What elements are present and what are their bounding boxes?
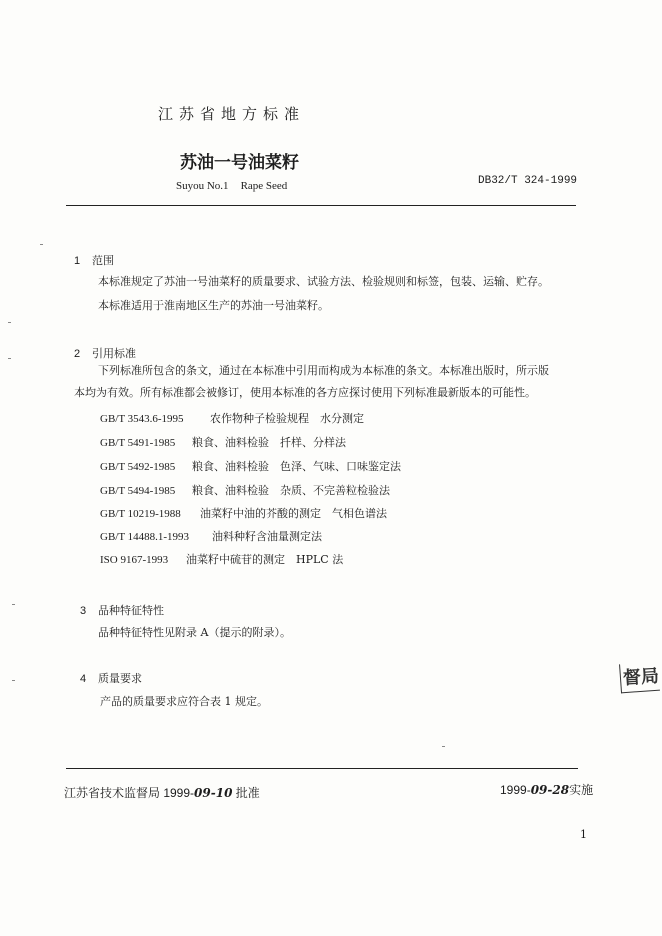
section-3-paragraph-1: 品种特征特性见附录 A（提示的附录）。 <box>98 626 291 639</box>
document-title-cn: 苏油一号油菜籽 <box>180 153 299 173</box>
section-3-heading <box>80 602 164 618</box>
section-1-paragraph-2: 本标准适用于淮南地区生产的苏油一号油菜籽。 <box>98 299 329 312</box>
header-rule <box>66 205 576 206</box>
section-2-paragraph-1: 下列标准所包含的条文，通过在本标准中引用而构成为本标准的条文。本标准出版时，所示版 <box>98 364 549 377</box>
reference-code: ISO 9167-1993 <box>100 554 169 566</box>
scan-speck <box>8 322 11 323</box>
partial-stamp: 督局 <box>619 662 660 694</box>
section-number: 2 <box>74 348 81 360</box>
approval-prefix: 江苏省技术监督局 1999- <box>64 786 195 800</box>
implementation-prefix: 1999- <box>500 783 531 797</box>
section-4-paragraph-1: 产品的质量要求应符合表 1 规定。 <box>100 695 268 708</box>
reference-row <box>100 434 346 450</box>
approval-suffix: 批准 <box>232 786 260 800</box>
title-en-crop: Rape Seed <box>240 180 288 192</box>
implementation-day: 28 <box>552 783 570 797</box>
reference-row <box>100 410 364 426</box>
approval-line <box>64 784 260 801</box>
document-title-en <box>176 180 287 192</box>
section-title: 质量要求 <box>98 672 142 685</box>
issuer-heading: 江苏省地方标准 <box>158 105 306 123</box>
approval-separator: - <box>210 786 216 800</box>
implementation-separator: - <box>547 783 553 797</box>
section-number: 4 <box>80 673 87 685</box>
section-1-heading <box>74 252 114 268</box>
reference-code: GB/T 5492-1985 <box>100 461 176 473</box>
reference-row <box>100 528 322 544</box>
reference-title: 粮食、油料检验 杂质、不完善粒检验法 <box>192 484 390 497</box>
scan-speck <box>12 680 15 681</box>
reference-title: 油菜籽中硫苷的测定 HPLC 法 <box>186 553 344 566</box>
reference-row <box>100 458 401 474</box>
page-number: 1 <box>580 828 587 841</box>
title-en-variety: Suyou No.1 <box>176 180 229 192</box>
reference-code: GB/T 3543.6-1995 <box>100 413 184 425</box>
section-number: 1 <box>74 255 81 267</box>
section-2-paragraph-2: 本均为有效。所有标准都会被修订，使用本标准的各方应探讨使用下列标准最新版本的可能性。 <box>74 386 536 399</box>
section-title: 引用标准 <box>92 347 136 360</box>
section-title: 范围 <box>92 254 114 267</box>
reference-title: 粮食、油料检验 色泽、气味、口味鉴定法 <box>192 460 401 473</box>
footer-rule <box>66 768 578 769</box>
reference-code: GB/T 5494-1985 <box>100 485 176 497</box>
scan-speck <box>12 604 15 605</box>
reference-title: 农作物种子检验规程 水分测定 <box>210 412 364 425</box>
section-1-paragraph-1: 本标准规定了苏油一号油菜籽的质量要求、试验方法、检验规则和标签，包装、运输、贮存。 <box>98 275 549 288</box>
scan-speck <box>40 244 43 245</box>
reference-row <box>100 505 387 521</box>
implementation-line <box>500 781 593 798</box>
reference-row <box>100 482 390 498</box>
reference-code: GB/T 14488.1-1993 <box>100 531 190 543</box>
scan-speck <box>442 746 445 747</box>
implementation-month: 09 <box>530 783 548 797</box>
section-number: 3 <box>80 605 87 617</box>
implementation-suffix: 实施 <box>569 783 594 797</box>
reference-title: 粮食、油料检验 扦样、分样法 <box>192 436 346 449</box>
reference-row <box>100 551 343 567</box>
reference-title: 油菜籽中油的芥酸的测定 气相色谱法 <box>200 507 387 520</box>
approval-day: 10 <box>215 786 233 800</box>
scan-speck <box>8 358 11 359</box>
reference-code: GB/T 10219-1988 <box>100 508 181 520</box>
section-2-heading <box>74 345 136 361</box>
section-title: 品种特征特性 <box>98 604 164 617</box>
reference-title: 油料种籽含油量测定法 <box>212 530 322 543</box>
reference-code: GB/T 5491-1985 <box>100 437 176 449</box>
approval-month: 09 <box>194 786 211 800</box>
section-4-heading <box>80 670 142 686</box>
standard-code: DB32/T 324-1999 <box>478 175 578 187</box>
